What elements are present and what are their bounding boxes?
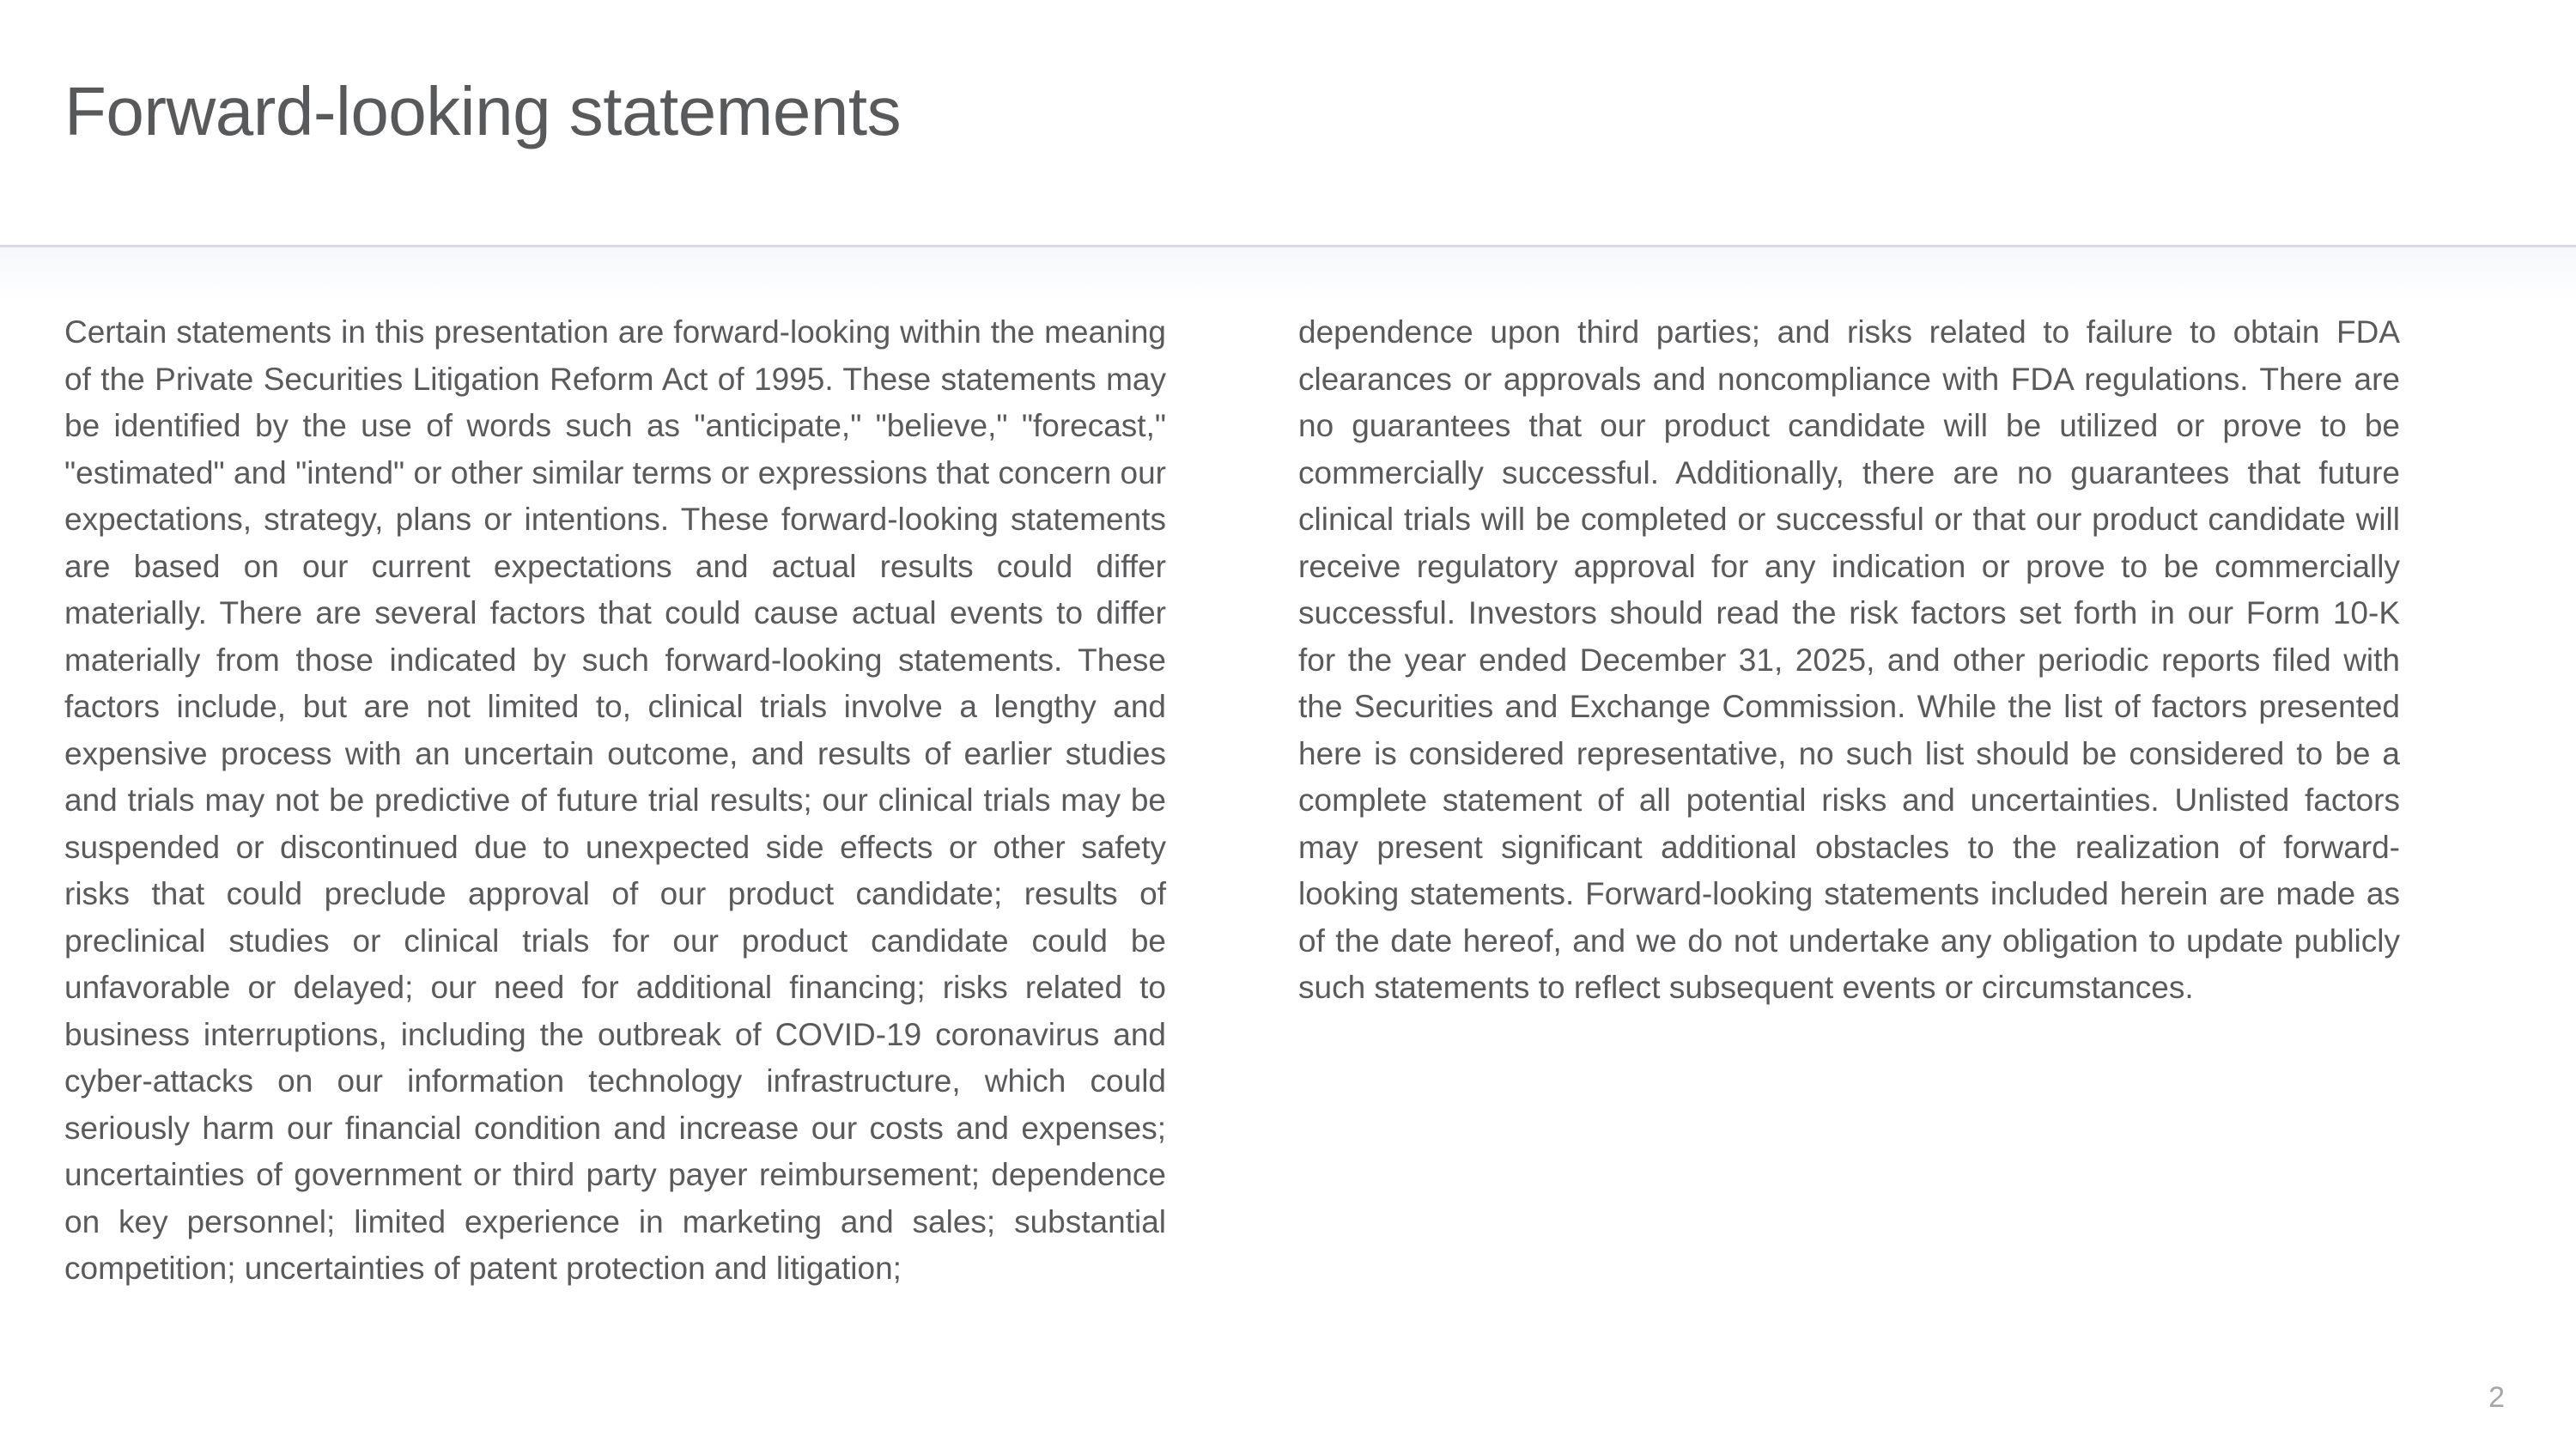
header-shadow-band (0, 247, 2576, 301)
text-column-left (64, 309, 1166, 1293)
disclaimer-paragraph-right: dependence upon third parties; and risks related to failure to obtain FDA clearances or approvals and noncompliance with FDA regulations. There are no guarantees that our product candidate will be utilized or prove to be commercially successful. Additionally, there are no guarantees that future clinical trials will be completed or successful or that our product candidate will receive regulatory approval for any indication or prove to be commercially successful. Investors should read the risk factors set forth in our Form 10-K for the year ended December 31, 2025, and other periodic reports filed with the Securities and Exchange Commission. While the list of factors presented here is considered representative, no such list should be considered to be a complete statement of all potential risks and uncertainties. Unlisted factors may present significant additional obstacles to the realization of forward-looking statements. Forward-looking statements included herein are made as of the date hereof, and we do not undertake any obligation to update publicly such statements to reflect subsequent events or circumstances. (1298, 314, 2400, 1005)
slide-header (0, 0, 2576, 245)
page-number: 2 (2488, 1381, 2505, 1414)
text-column-right (1298, 309, 2400, 1012)
page-title: Forward-looking statements (64, 73, 902, 149)
slide-body (0, 309, 2576, 1323)
disclaimer-paragraph-left: Certain statements in this presentation are forward-looking within the meaning of the Private Securities Litigation Reform Act of 1995. These statements may be identified by the use of words such as "anticipate," "believe," "forecast," "estimated" and "intend" or other similar terms or expressions that concern our expectations, strategy, plans or intentions. These forward-looking statements are based on our current expectations and actual results could differ materially. There are several factors that could cause actual events to differ materially from those indicated by such forward-looking statements. These factors include, but are not limited to, clinical trials involve a lengthy and expensive process with an uncertain outcome, and results of earlier studies and trials may not be predictive of future trial results; our clinical trials may be suspended or discontinued due to unexpected side effects or other safety risks that could preclude approval of our product candidate; results of preclinical studies or clinical trials for our product candidate could be unfavorable or delayed; our need for additional financing; risks related to business interruptions, including the outbreak of COVID-19 coronavirus and cyber-attacks on our information technology infrastructure, which could seriously harm our financial condition and increase our costs and expenses; uncertainties of government or third party payer reimbursement; dependence on key personnel; limited experience in marketing and sales; substantial competition; uncertainties of patent protection and litigation; (64, 314, 1166, 1286)
